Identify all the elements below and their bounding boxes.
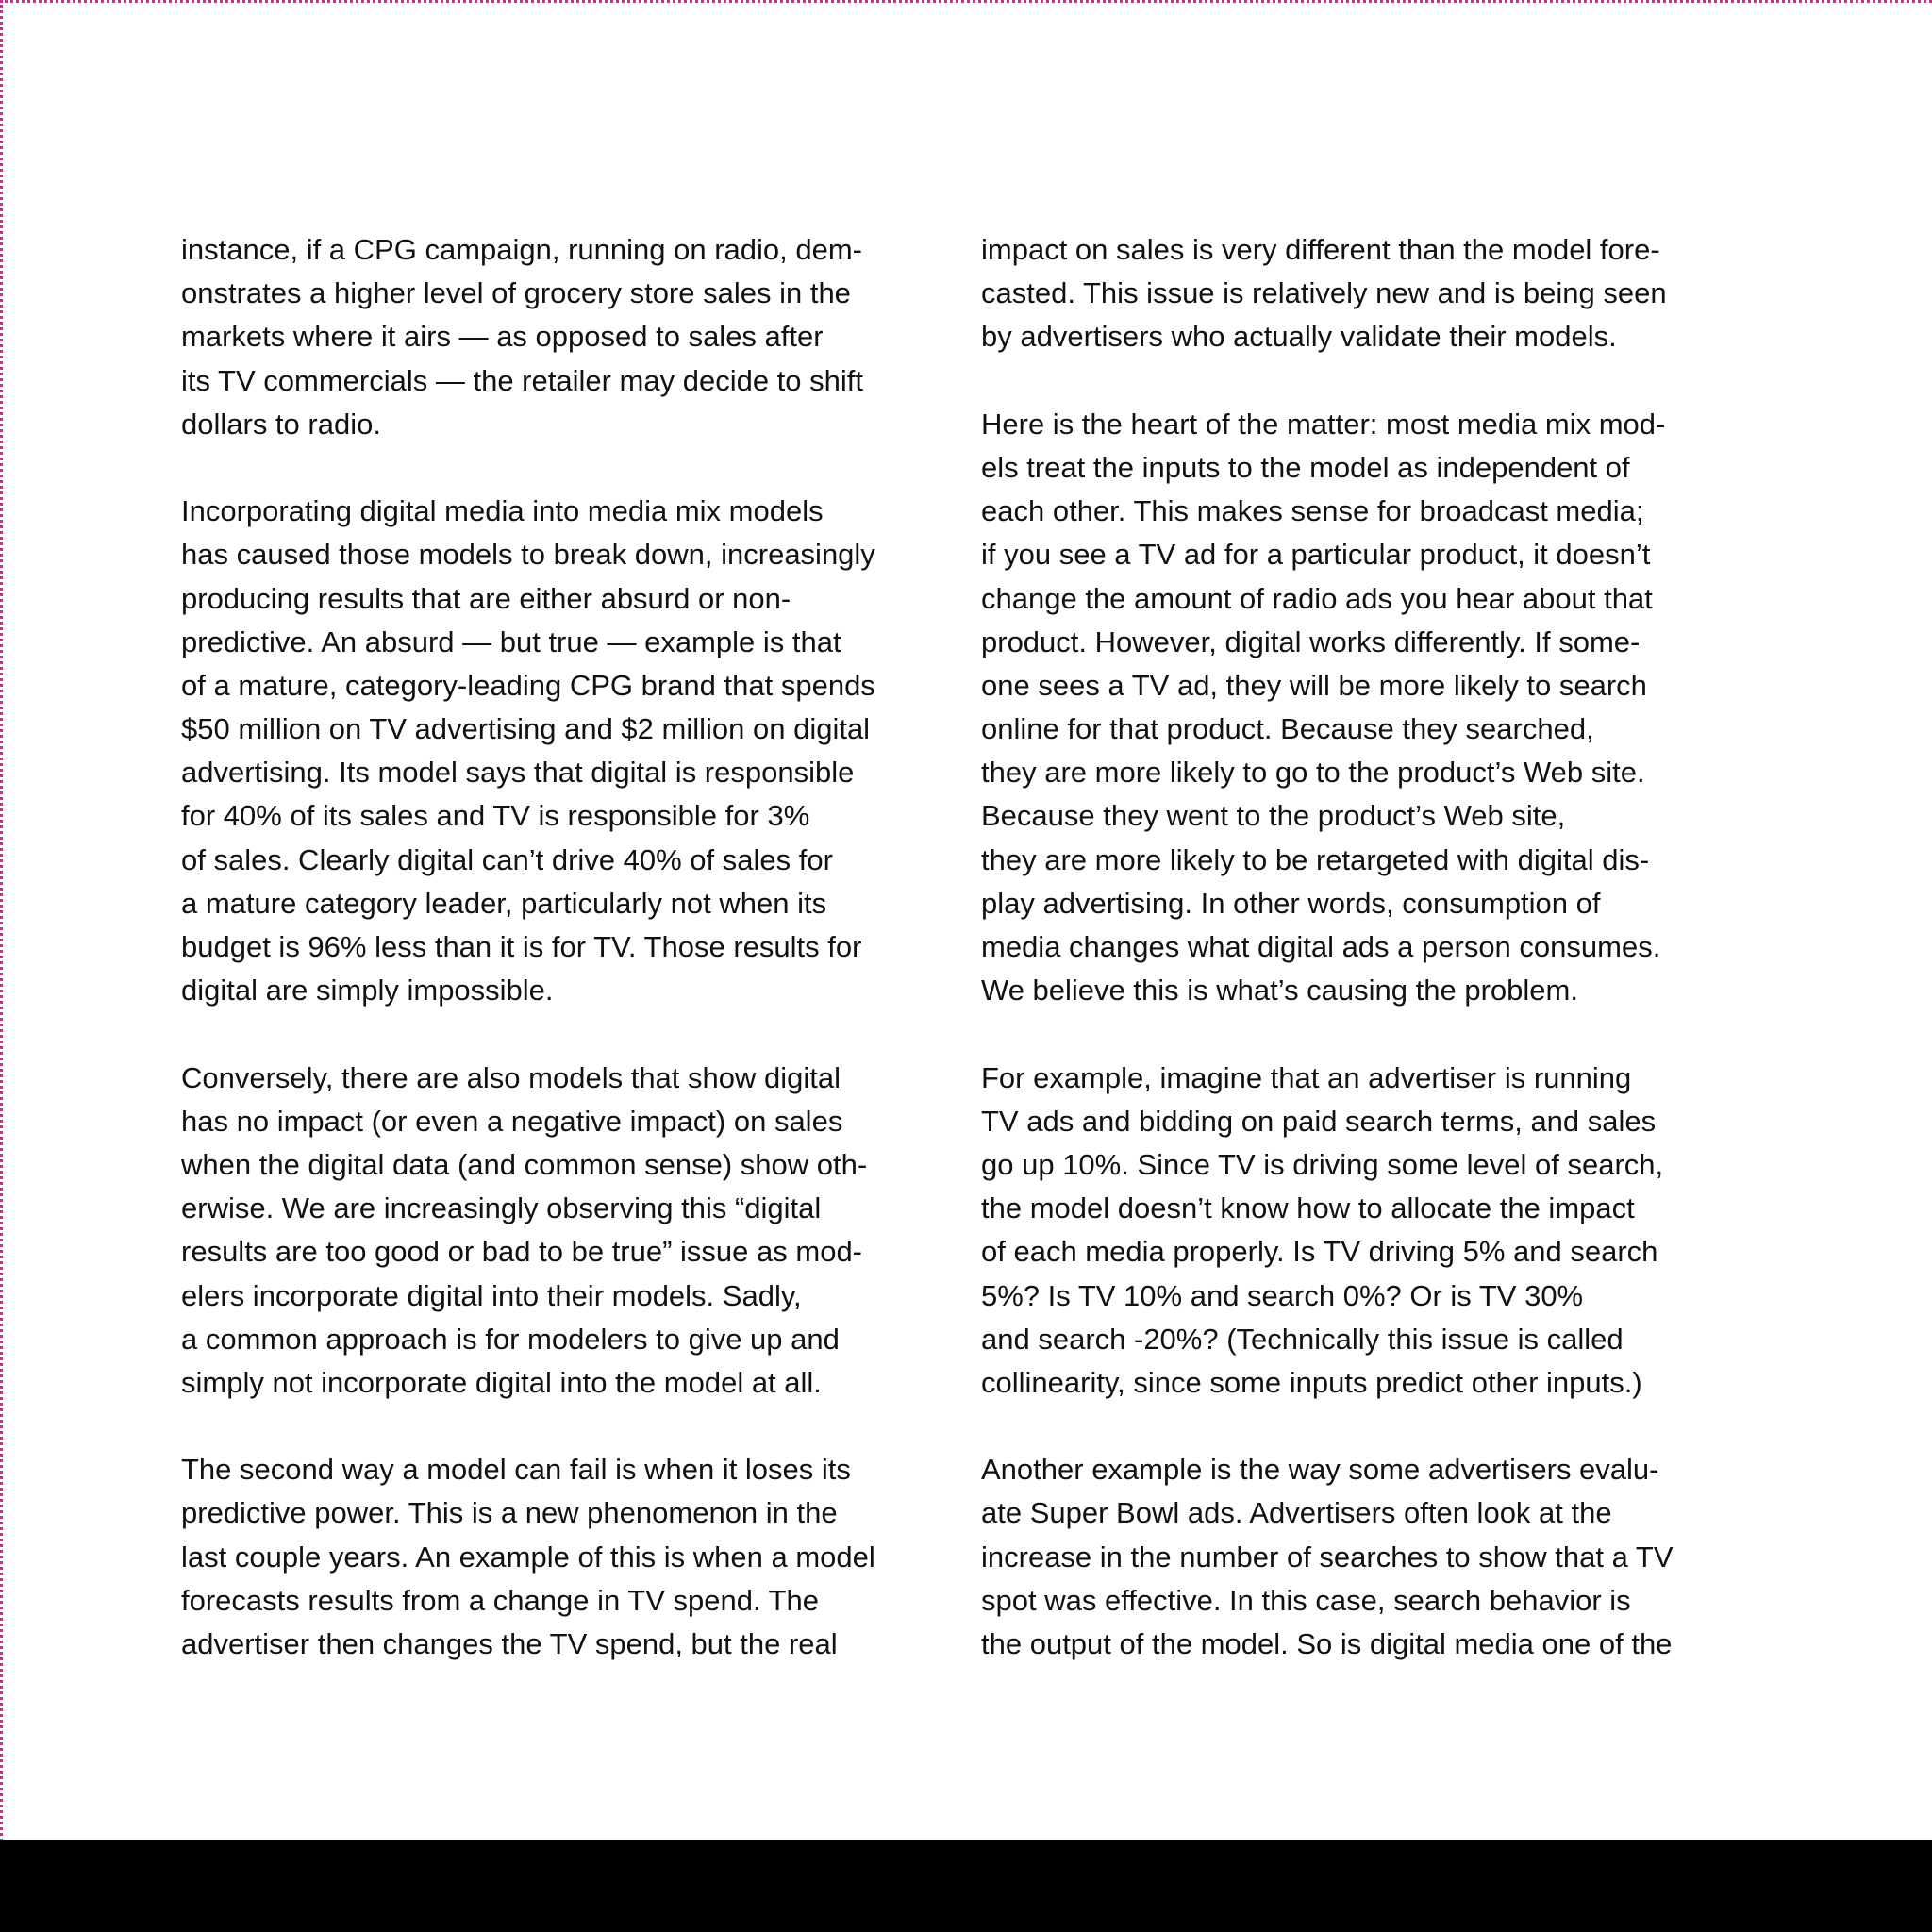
text-line: els treat the inputs to the model as independent of: [981, 450, 1630, 484]
text-line: simply not incorporate digital into the model at all.: [181, 1365, 822, 1399]
text-line: when the digital data (and common sense) show oth-: [181, 1147, 868, 1181]
paragraph: [981, 228, 1736, 359]
left-text-column: [181, 228, 936, 1709]
text-line: $50 million on TV advertising and $2 million on digital: [181, 712, 871, 746]
text-line: the output of the model. So is digital media one of the: [981, 1627, 1673, 1660]
text-line: digital are simply impossible.: [181, 974, 554, 1008]
footer-bar: [0, 1840, 1932, 1932]
text-line: For example, imagine that an advertiser is running: [981, 1060, 1632, 1094]
text-line: instance, if a CPG campaign, running on radio, dem-: [181, 233, 862, 266]
text-line: media changes what digital ads a person consumes.: [981, 930, 1661, 963]
text-line: has no impact (or even a negative impact) on sales: [181, 1104, 843, 1138]
text-line: a mature category leader, particularly not when its: [181, 886, 827, 920]
text-line: Incorporating digital media into media mix models: [181, 494, 824, 528]
text-line: its TV commercials — the retailer may decide to shift: [181, 363, 864, 397]
text-line: each other. This makes sense for broadcast media;: [981, 494, 1644, 528]
text-line: last couple years. An example of this is when a model: [181, 1540, 875, 1574]
text-line: by advertisers who actually validate their models.: [981, 320, 1617, 354]
paragraph: [181, 1057, 936, 1406]
text-line: if you see a TV ad for a particular product, it doesn’t: [981, 538, 1651, 572]
text-line: for 40% of its sales and TV is responsible for 3%: [181, 799, 810, 833]
text-line: casted. This issue is relatively new and is being seen: [981, 276, 1667, 310]
text-line: the model doesn’t know how to allocate the impact: [981, 1191, 1635, 1225]
text-line: change the amount of radio ads you hear about that: [981, 581, 1653, 615]
right-text-column: [981, 228, 1736, 1709]
text-line: elers incorporate digital into their models. Sadly,: [181, 1278, 802, 1312]
text-line: of a mature, category-leading CPG brand that spends: [181, 668, 875, 702]
text-line: online for that product. Because they searched,: [981, 712, 1594, 746]
text-line: increase in the number of searches to show that a TV: [981, 1540, 1674, 1574]
text-line: results are too good or bad to be true” issue as mod-: [181, 1235, 863, 1269]
paragraph: [181, 490, 936, 1012]
paragraph: [181, 1448, 936, 1666]
text-line: markets where it airs — as opposed to sales after: [181, 320, 824, 354]
text-line: forecasts results from a change in TV spend. The: [181, 1583, 820, 1617]
text-line: onstrates a higher level of grocery store sales in the: [181, 276, 851, 310]
text-line: 5%? Is TV 10% and search 0%? Or is TV 30%: [981, 1278, 1584, 1312]
paragraph: [981, 403, 1736, 1013]
text-line: ate Super Bowl ads. Advertisers often look at the: [981, 1496, 1612, 1530]
dotted-border-left: [0, 0, 3, 1932]
text-line: and search -20%? (Technically this issue is called: [981, 1322, 1624, 1356]
text-line: Here is the heart of the matter: most media mix mod-: [981, 407, 1666, 441]
text-line: play advertising. In other words, consumption of: [981, 886, 1601, 920]
text-line: go up 10%. Since TV is driving some level of search,: [981, 1147, 1664, 1181]
text-line: predictive power. This is a new phenomenon in the: [181, 1496, 838, 1530]
text-line: advertiser then changes the TV spend, but the real: [181, 1627, 838, 1660]
text-line: of sales. Clearly digital can’t drive 40% of sales for: [181, 842, 833, 876]
text-line: Conversely, there are also models that show digital: [181, 1060, 841, 1094]
text-line: one sees a TV ad, they will be more likely to search: [981, 668, 1647, 702]
text-line: The second way a model can fail is when it loses its: [181, 1453, 851, 1487]
text-line: Because they went to the product’s Web site,: [981, 799, 1566, 833]
text-line: Another example is the way some advertisers evalu-: [981, 1453, 1659, 1487]
dotted-border-top: [0, 0, 1932, 3]
text-line: TV ads and bidding on paid search terms, and sales: [981, 1104, 1657, 1138]
text-line: of each media properly. Is TV driving 5% and search: [981, 1235, 1658, 1269]
text-line: spot was effective. In this case, search behavior is: [981, 1583, 1631, 1617]
text-line: We believe this is what’s causing the problem.: [981, 974, 1578, 1008]
text-line: budget is 96% less than it is for TV. Those results for: [181, 930, 862, 963]
text-line: predictive. An absurd — but true — example is that: [181, 625, 841, 658]
text-line: a common approach is for modelers to give up and: [181, 1322, 840, 1356]
text-line: advertising. Its model says that digital is responsible: [181, 756, 855, 790]
text-line: erwise. We are increasingly observing this “digital: [181, 1191, 822, 1225]
paragraph: [981, 1448, 1736, 1666]
text-line: product. However, digital works differently. If some-: [981, 625, 1641, 658]
text-line: they are more likely to be retargeted with digital dis-: [981, 842, 1650, 876]
paragraph: [181, 228, 936, 446]
paragraph: [981, 1057, 1736, 1406]
text-line: impact on sales is very different than the model fore-: [981, 233, 1660, 266]
text-line: has caused those models to break down, increasingly: [181, 538, 875, 572]
text-line: they are more likely to go to the product’s Web site.: [981, 756, 1645, 790]
text-line: collinearity, since some inputs predict other inputs.): [981, 1365, 1642, 1399]
text-line: producing results that are either absurd or non-: [181, 581, 791, 615]
text-line: dollars to radio.: [181, 407, 381, 441]
